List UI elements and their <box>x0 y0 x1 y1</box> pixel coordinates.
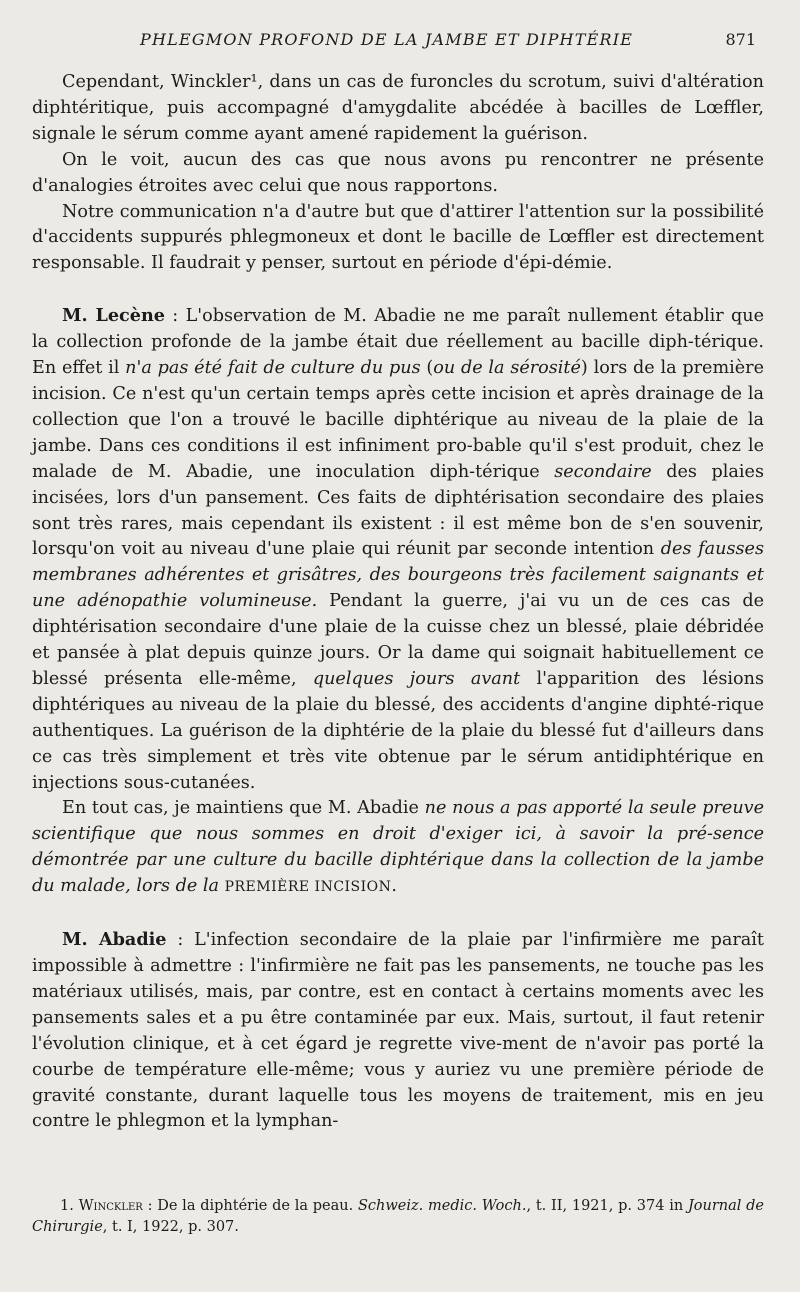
footnote: 1. Winckler : De la diphtérie de la peau. Schweiz. medic. Woch., t. II, 1921, p. 374 in Journal de Chirurgie, t. I, 1922, p. 307. <box>32 1198 765 1235</box>
footnote-author: Winckler <box>78 1198 143 1214</box>
page-number: 871 <box>725 30 756 49</box>
footnote-journal: Journal de Chirurgie <box>32 1198 765 1235</box>
footnote-marker: 1. <box>60 1198 74 1214</box>
emphasis-caps: PREMIÈRE INCISION <box>224 879 392 896</box>
running-head: PHLEGMON PROFOND DE LA JAMBE ET DIPHTÉRIE <box>140 30 634 49</box>
footnote-journal: Schweiz. medic. Woch. <box>357 1198 527 1214</box>
paragraph-analogies: On le voit, aucun des cas que nous avons pu rencontrer ne présente d'analogies étroites avec celui que nous rapportons. <box>32 149 764 196</box>
speaker-name: M. Lecène <box>62 305 165 327</box>
page-body <box>32 70 764 1135</box>
page-header <box>0 30 800 52</box>
paragraph-lecene: M. Lecène : L'observation de M. Abadie ne me paraît nullement établir que la collection profonde de la jambe était due réellement au bacille diph-térique. En effet il n'a pas été fait de culture du pus (ou de la sérosité) lors de la première incision. Ce n'est qu'un certain temps après cette incision et après drainage de la collection que l'on a trouvé le bacille diphtérique au niveau de la plaie de la jambe. Dans ces conditions il est infiniment pro-bable qu'il s'est produit, chez le malade de M. Abadie, une inoculation diph-térique secondaire des plaies incisées, lors d'un pansement. Ces faits de diphtérisation secondaire des plaies sont très rares, mais cependant ils existent : il est même bon de s'en souvenir, lorsqu'on voit au niveau d'une plaie qui réunit par seconde intention des fausses membranes adhérentes et grisâtres, des bourgeons très facilement saignants et une adénopathie volumineuse. Pendant la guerre, j'ai vu un de ces cas de diphtérisation secondaire d'une plaie de la cuisse chez un blessé, plaie débridée et pansée à plat depuis quinze jours. Or la dame qui soignait habituellement ce blessé présenta elle-même, quelques jours avant l'apparition des lésions diphtériques au niveau de la plaie du blessé, des accidents d'angine diphté-rique authentiques. La guérison de la diphtérie de la plaie du blessé fut d'ailleurs dans ce cas très simplement et très vite obtenue par le sérum antidiphtérique en injections sous-cutanées. <box>32 305 765 793</box>
paragraph-abadie: M. Abadie : L'infection secondaire de la plaie par l'infirmière me paraît impossible à admettre : l'infirmière ne fait pas les pansements, ne touche pas les matériaux utilisés, mais, par contre, est en contact à certains moments avec les pansements sales et a pu être contaminée par eux. Mais, surtout, il faut retenir l'évolution clinique, et à cet égard je regrette vive-ment de n'avoir pas porté la courbe de température elle-même; vous y auriez vu une première période de gravité constante, durant laquelle tous les moyens de traitement, mis en jeu contre le phlegmon et la lymphan- <box>32 929 764 1132</box>
paragraph-communication: Notre communication n'a d'autre but que d'attirer l'attention sur la possibilité d'accidents suppurés phlegmoneux et dont le bacille de Lœffler est directement responsable. Il faudrait y penser, surtout en période d'épi-démie. <box>32 201 764 274</box>
paragraph-winckler: Cependant, Winckler¹, dans un cas de furoncles du scrotum, suivi d'altération diphtéritique, puis accompagné d'amygdalite abcédée à bacilles de Lœffler, signale le sérum comme ayant amené rapidement la guérison. <box>32 72 764 144</box>
speaker-name: M. Abadie <box>62 929 167 951</box>
paragraph-lecene-conclusion: En tout cas, je maintiens que M. Abadie ne nous a pas apporté la seule preuve scientifique que nous sommes en droit d'exiger ici, à savoir la pré-sence démontrée par une culture du bacille diphtérique dans la collection de la jambe du malade, lors de la PREMIÈRE INCISION. <box>32 798 764 897</box>
